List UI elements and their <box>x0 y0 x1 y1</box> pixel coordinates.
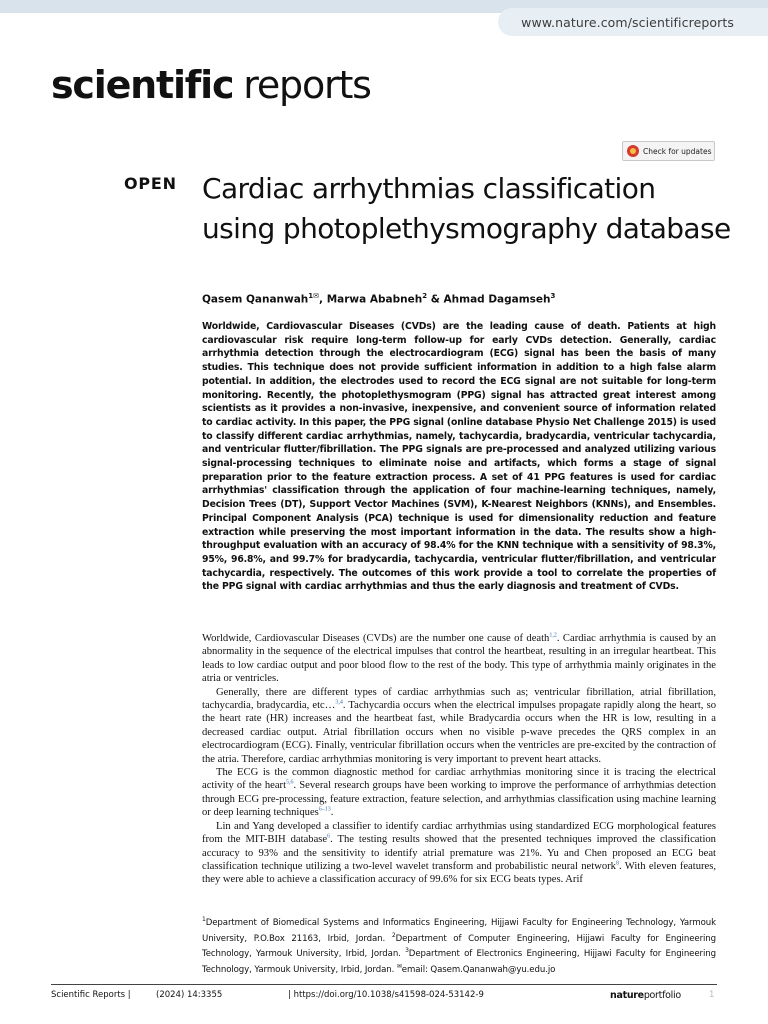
footnote-text: Department of Biomedical Systems and Informatics Engineering, Hijjawi Faculty for Engineering Technology, Yarmouk University, P.O.Box 21163, Irbid, Jordan. <box>202 917 716 944</box>
body-paragraph <box>202 766 716 820</box>
author-affiliation[interactable]: 1✉ <box>308 292 320 300</box>
crossmark-icon <box>627 145 639 157</box>
page-number: 1 <box>709 990 715 1000</box>
paragraph-text: . Cardiac arrhythmia is caused by an abnormality in the sequence of the electrical impulses that control the heartbeat, resulting in an irregular heartbeat. This leads to low cardiac output and poor blood flow to the rest of the body. This type of arrhythmia mainly originates in the atria or ventricles. <box>202 633 716 685</box>
citation-link[interactable]: 1,2 <box>549 632 557 639</box>
author-separator: & <box>427 293 444 306</box>
body-paragraph <box>202 632 716 686</box>
citation-link[interactable]: 3,4 <box>335 699 343 706</box>
footer-journal: Scientific Reports | <box>51 990 131 1000</box>
paragraph-text: Lin and Yang developed a classifier to identify cardiac arrhythmias using standardized ECG morphological features from the MIT-BIH database <box>202 820 716 846</box>
footnote-marker: 2 <box>391 931 396 939</box>
footnote-text: email: Qasem.Qananwah@yu.edu.jo <box>401 964 556 975</box>
paragraph-text: . Several research groups have been working to improve the performance of arrhythmias detection through ECG pre-processing, feature extraction, feature selection, and arrhythmias classification using machine learning or deep learning techniques <box>202 780 717 819</box>
paragraph-text: . With eleven features, they were able to achieve a classification accuracy of 99.6% for six ECG beats types. Arif <box>202 860 716 886</box>
publisher-logo <box>610 990 681 1001</box>
footnote-marker: ✉ <box>396 962 402 970</box>
paragraph-text: . Tachycardia occurs when the electrical impulses propagate rapidly along the heart, so the heart rate (HR) increases and the heartbeat fast, while Bradycardia occurs when the HR is low, resulting in a decreased cardiac output. Atrial fibrillation occurs when no visible p-wave precedes the QRS complex in an electrocardiogram (ECG). Finally, ventricular fibrillation occurs when the ventricles are pre-excited by the contraction of the atria. Therefore, cardiac arrhythmias monitoring is very important to prevent heart attacks. <box>202 700 716 765</box>
author-affiliation[interactable]: 3 <box>550 292 556 300</box>
author-affiliation[interactable]: 2 <box>422 292 428 300</box>
publisher-bold: nature <box>610 990 644 1001</box>
paragraph-text: . The testing results showed that the presented techniques improved the classification accuracy to 93% and the sensitivity to identify atrial premature was 21%. Yu and Chen proposed an ECG beat classification technique utilizing a two-level wavelet transform and probabilistic neural network <box>202 834 716 872</box>
journal-logo[interactable] <box>51 62 371 108</box>
paragraph-text: Worldwide, Cardiovascular Diseases (CVDs) are the number one cause of death <box>202 633 550 644</box>
citation-link[interactable]: 6 <box>327 833 331 840</box>
author-name[interactable]: Ahmad Dagamseh <box>443 293 551 306</box>
paragraph-text: The ECG is the common diagnostic method for cardiac arrhythmias monitoring since it is tracing the electrical activity of the heart <box>202 767 716 792</box>
body-paragraph <box>202 686 716 766</box>
affiliations <box>202 914 716 976</box>
footer-divider <box>51 984 717 985</box>
journal-url-link[interactable]: www.nature.com/scientificreports <box>521 15 734 30</box>
check-for-updates-label: Check for updates <box>643 146 712 156</box>
author-name[interactable]: Marwa Ababneh <box>326 293 423 306</box>
article-title: Cardiac arrhythmias classification using photoplethysmography database <box>202 172 731 245</box>
body-text <box>202 632 716 887</box>
citation-link[interactable]: 6–13 <box>318 806 331 813</box>
author-list <box>202 292 555 306</box>
footer-volume: (2024) 14:3355 <box>156 990 223 1000</box>
author-separator: , <box>319 293 327 306</box>
journal-logo-bold: scientific <box>51 63 234 107</box>
abstract: Worldwide, Cardiovascular Diseases (CVDs) are the leading cause of death. Patients at high cardiovascular risk require long-term follow-up for early CVDs detection. Generally, cardiac arrhythmia detection through the electrocardiogram (ECG) signal has been the basis of many studies. This technique does not provide sufficient information in addition to a high false alarm potential. In addition, the electrodes used to record the ECG signal are not suitable for long-term monitoring. Recently, the photoplethysmogram (PPG) signal has attracted great interest among scientists as it provides a non-invasive, inexpensive, and convenient source of information related to cardiac activity. In this paper, the PPG signal (online database Physio Net Challenge 2015) is used to classify different cardiac arrhythmias, namely, tachycardia, bradycardia, ventricular tachycardia, and ventricular flutter/fibrillation. The PPG signals are pre-processed and analyzed utilizing various signal-processing techniques to eliminate noise and artifacts, which forms a stage of signal preparation prior to the feature extraction process. A set of 41 PPG features is used for cardiac arrhythmias' classification through the application of four machine-learning techniques, namely, Decision Trees (DT), Support Vector Machines (SVM), K-Nearest Neighbors (KNNs), and Ensembles. Principal Component Analysis (PCA) technique is used for dimensionality reduction and feature extraction while preserving the most important information in the data. The results show a high-throughput evaluation with an accuracy of 98.4% for the KNN technique with a sensitivity of 98.3%, 95%, 96.8%, and 99.7% for bradycardia, tachycardia, ventricular flutter/fibrillation, and ventricular tachycardia, respectively. The outcomes of this work provide a tool to correlate the properties of the PPG signal with cardiac arrhythmias and thus the early diagnosis and treatment of CVDs. <box>202 321 716 593</box>
footnote-marker: 1 <box>202 916 206 923</box>
author-name[interactable]: Qasem Qananwah <box>202 293 309 306</box>
citation-link[interactable]: 8 <box>615 860 619 867</box>
footnote-marker: 3 <box>405 947 409 955</box>
paragraph-text: . <box>330 807 334 819</box>
footnote-text: Department of Electronics Engineering, Hijjawi Faculty for Engineering Technology, Yarmouk University, Irbid, Jordan. <box>202 948 716 975</box>
footer-doi-link[interactable]: | https://doi.org/10.1038/s41598-024-53142-9 <box>288 990 484 1000</box>
journal-logo-light: reports <box>243 63 371 107</box>
paragraph-text: Generally, there are different types of cardiac arrhythmias such as; ventricular fibrillation, atrial fibrillation, tachycardia, bradycardia, etc… <box>202 686 716 712</box>
footnote-text: Department of Computer Engineering, Hijjawi Faculty for Engineering Technology, Yarmouk University, Irbid, Jordan. <box>202 933 716 959</box>
open-access-label: OPEN <box>124 174 177 193</box>
body-paragraph <box>202 820 716 887</box>
publisher-light: portfolio <box>643 990 681 1001</box>
check-for-updates-button[interactable] <box>622 141 715 161</box>
citation-link[interactable]: 5,6 <box>286 779 294 786</box>
